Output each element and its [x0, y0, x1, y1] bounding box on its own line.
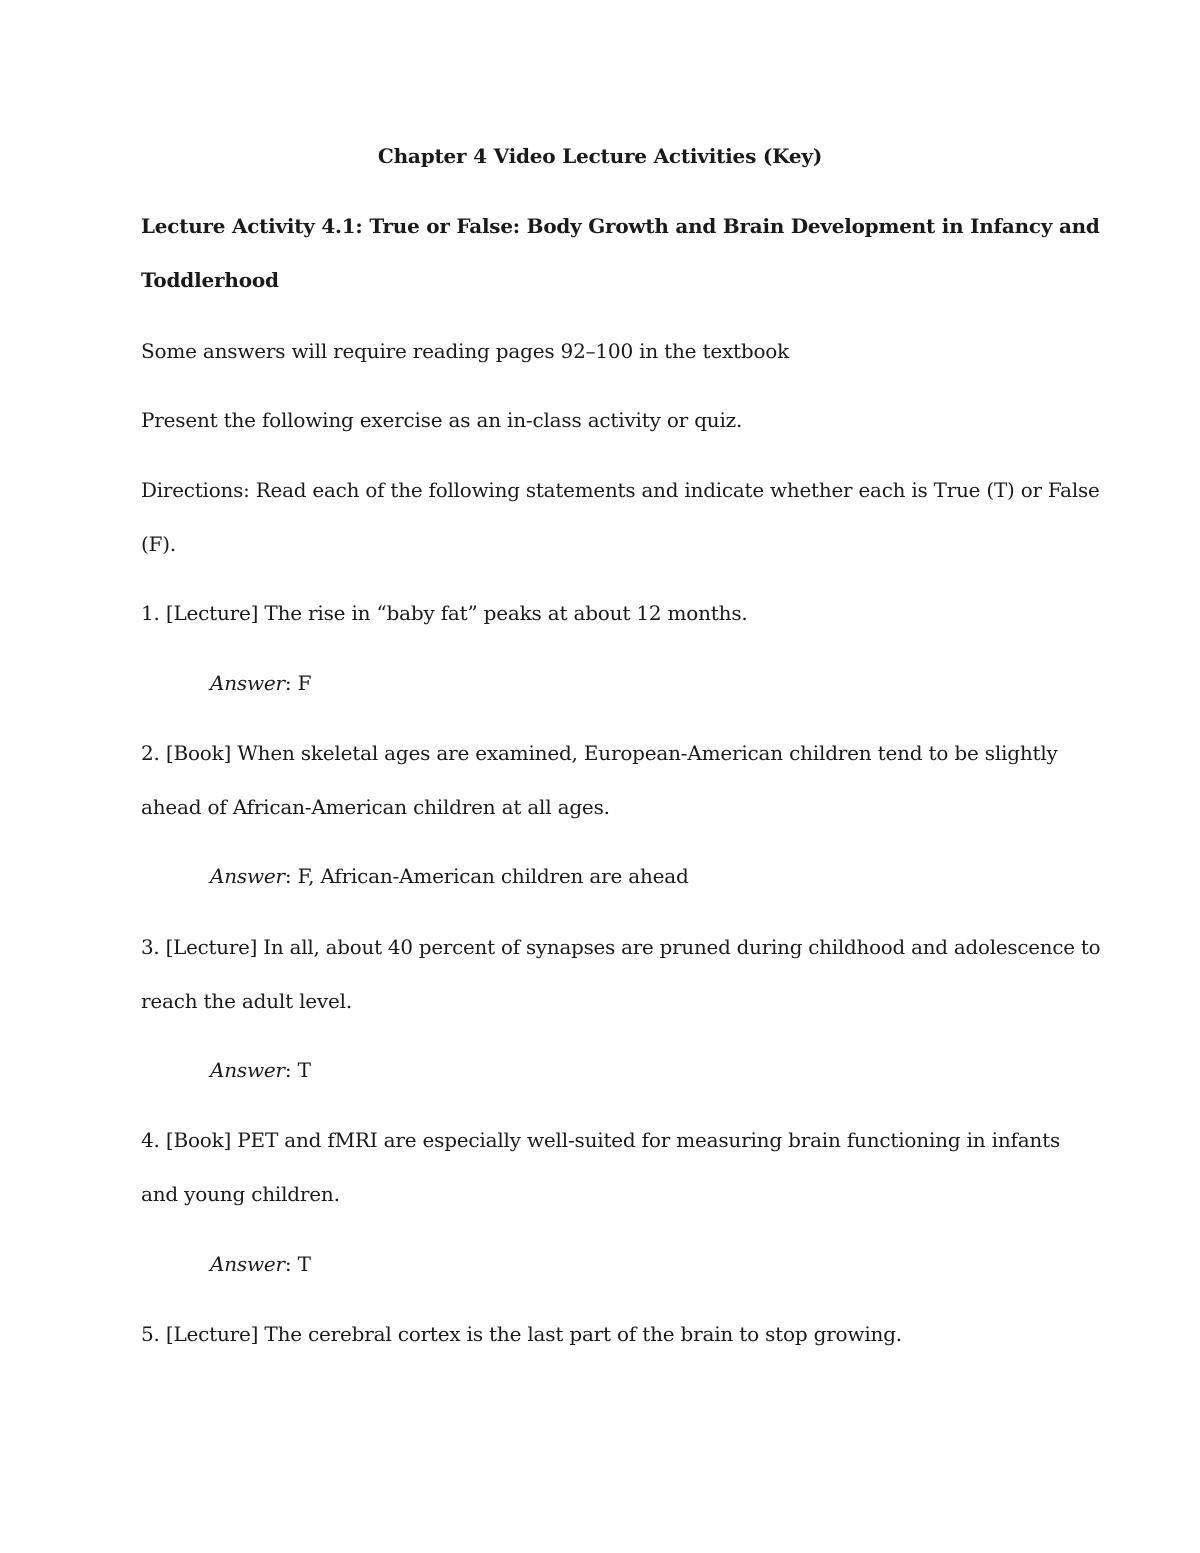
answer-label: Answer: [210, 671, 285, 695]
question-2-answer: [210, 862, 689, 890]
question-5-text: 5. [Lecture] The cerebral cortex is the last part of the brain to stop growing.: [141, 1322, 902, 1346]
answer-label: Answer: [210, 1252, 285, 1276]
reading-note: Some answers will require reading pages 92–100 in the textbook: [141, 339, 790, 363]
question-4-text-line-1: 4. [Book] PET and fMRI are especially well-suited for measuring brain functioning in infants: [141, 1128, 1061, 1152]
question-3-text-line-1: 3. [Lecture] In all, about 40 percent of synapses are pruned during childhood and adolescence to: [141, 935, 1101, 959]
directions-line-1: Directions: Read each of the following statements and indicate whether each is True (T) or False: [141, 478, 1100, 502]
answer-value: : T: [284, 1252, 311, 1276]
question-3-text-line-2: reach the adult level.: [141, 989, 352, 1013]
question-2-text-line-1: 2. [Book] When skeletal ages are examined, European-American children tend to be slightly: [141, 741, 1058, 765]
answer-value: : T: [284, 1058, 311, 1082]
question-4-answer: [210, 1250, 311, 1278]
answer-value: : F: [284, 671, 312, 695]
answer-label: Answer: [210, 864, 285, 888]
question-1-text: 1. [Lecture] The rise in “baby fat” peaks at about 12 months.: [141, 601, 748, 625]
question-3-answer: [210, 1056, 311, 1084]
document-title: Chapter 4 Video Lecture Activities (Key): [377, 144, 823, 168]
answer-value: : F, African-American children are ahead: [284, 864, 689, 888]
activity-heading-line-1: Lecture Activity 4.1: True or False: Body Growth and Brain Development in Infancy and: [141, 214, 1100, 238]
presentation-note: Present the following exercise as an in-class activity or quiz.: [141, 408, 743, 432]
activity-heading-line-2: Toddlerhood: [141, 268, 279, 292]
question-4-text-line-2: and young children.: [141, 1182, 340, 1206]
question-1-answer: [210, 669, 311, 697]
directions-line-2: (F).: [141, 532, 177, 556]
answer-label: Answer: [210, 1058, 285, 1082]
question-2-text-line-2: ahead of African-American children at all ages.: [141, 795, 610, 819]
